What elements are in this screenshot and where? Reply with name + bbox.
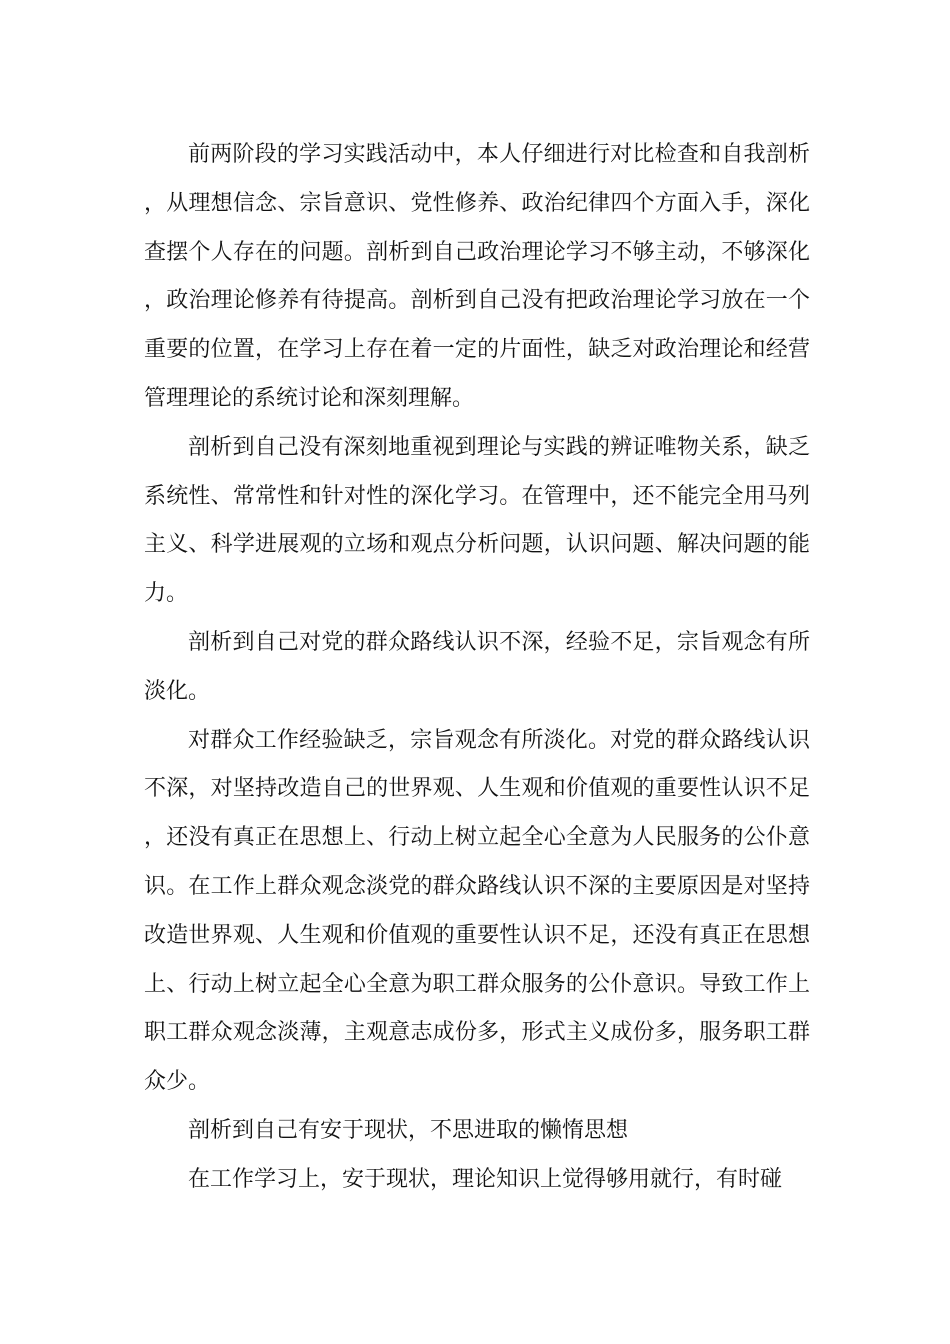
paragraph-1: 前两阶段的学习实践活动中，本人仔细进行对比检查和自我剖析，从理想信念、宗旨意识、党性修养、政治纪律四个方面入手，深化查摆个人存在的问题。剖析到自己政治理论学习不够主动，不够深化，政治理论修养有待提高。剖析到自己没有把政治理论学习放在一个重要的位置，在学习上存在着一定的片面性，缺乏对政治理论和经营管理理论的系统讨论和深刻理解。 bbox=[144, 142, 810, 411]
paragraph-5: 剖析到自己有安于现状，不思进取的懒惰思想 bbox=[188, 1117, 629, 1143]
paragraph-3: 剖析到自己对党的群众路线认识不深，经验不足，宗旨观念有所淡化。 bbox=[144, 629, 810, 704]
paragraph-4: 对群众工作经验缺乏，宗旨观念有所淡化。对党的群众路线认识不深，对坚持改造自己的世界观、人生观和价值观的重要性认识不足，还没有真正在思想上、行动上树立起全心全意为人民服务的公仆意识。在工作上群众观念淡党的群众路线认识不深的主要原因是对坚持改造世界观、人生观和价值观的重要性认识不足，还没有真正在思想上、行动上树立起全心全意为职工群众服务的公仆意识。导致工作上职工群众观念淡薄，主观意志成份多，形式主义成份多，服务职工群众少。 bbox=[144, 727, 810, 1095]
document-body bbox=[144, 131, 810, 1205]
paragraph-2: 剖析到自己没有深刻地重视到理论与实践的辨证唯物关系，缺乏系统性、常常性和针对性的深化学习。在管理中，还不能完全用马列主义、科学进展观的立场和观点分析问题，认识问题、解决问题的能力。 bbox=[144, 434, 810, 607]
paragraph-6: 在工作学习上，安于现状，理论知识上觉得够用就行，有时碰 bbox=[188, 1166, 783, 1192]
